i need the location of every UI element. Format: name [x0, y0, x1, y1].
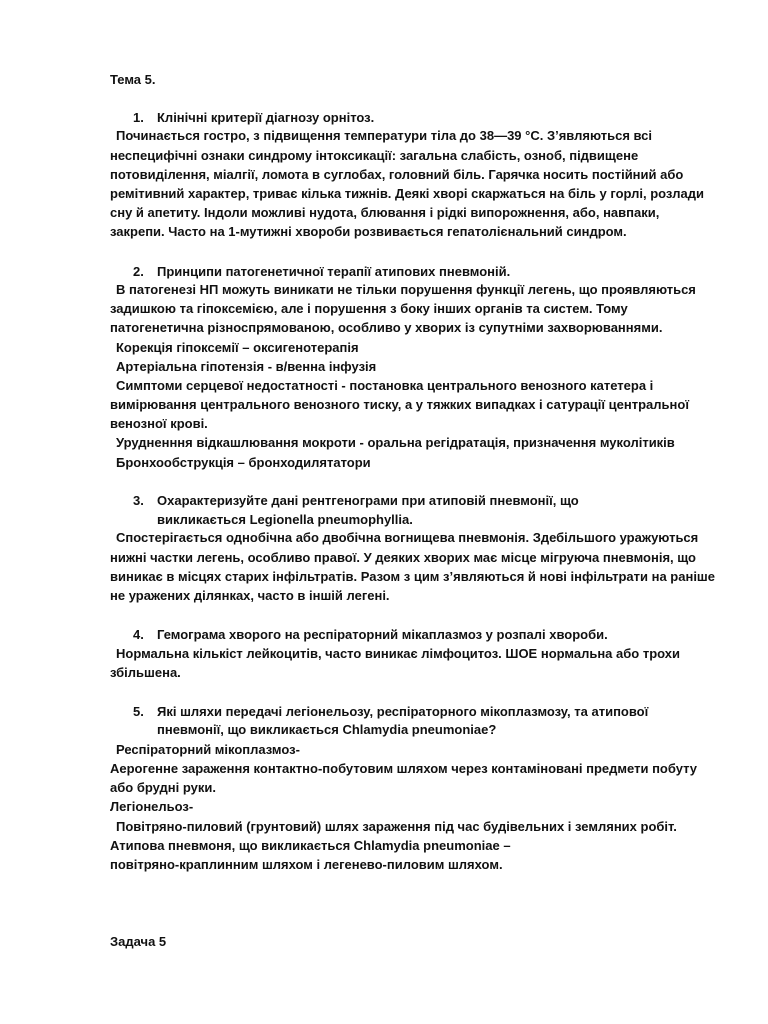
section-5-line: Повітряно-пиловий (грунтовий) шлях зараження під час будівельних і земляних робіт. — [116, 819, 677, 834]
section-2-number: 2. — [133, 264, 144, 279]
section-2-line: Бронхообструкція – бронходилятатори — [116, 455, 371, 470]
section-5-line: або брудні руки. — [110, 780, 216, 795]
section-5-line: Аерогенне зараження контактно-побутовим шляхом через контаміновані предмети побуту — [110, 761, 698, 776]
document-title: Тема 5. — [110, 72, 156, 87]
section-5-number: 5. — [133, 704, 144, 719]
section-1-heading: Клінічні критерії діагнозу орнітоз. — [157, 110, 375, 125]
task-heading: Задача 5 — [110, 934, 167, 949]
section-1-number: 1. — [133, 110, 144, 125]
section-3-heading: Охарактеризуйте дані рентгенограми при атиповій пневмонії, що — [157, 493, 579, 508]
section-5-line: Респіраторний мікоплазмоз- — [116, 742, 300, 757]
section-2-line: Корекція гіпоксемії – оксигенотерапія — [116, 340, 359, 355]
section-2-line: патогенетична різноспрямованою, особливо у хворих із супутніми захворюваннями. — [110, 320, 663, 335]
section-5-heading-cont: пневмонії, що викликається Chlamydia pneumoniae? — [157, 722, 497, 737]
section-1-line: ремітивний характер, триває кілька тижнів. Деякі хворі скаржаться на біль у горлі, розлади — [110, 186, 704, 201]
section-5-line: Легіонельоз- — [110, 799, 194, 814]
section-2-line: венозної крові. — [110, 416, 208, 431]
section-1-line: потовиділення, міалгії, ломота в суглобах, головний біль. Гарячка носить постійний або — [110, 167, 684, 182]
section-5-line: повітряно-краплинним шляхом і легенево-пиловим шляхом. — [110, 857, 503, 872]
section-2-line: Урудненння відкашлювання мокроти - оральна регідратація, призначення муколітиків — [116, 435, 675, 450]
section-4-line: Нормальна кількіст лейкоцитів, часто виникає лімфоцитоз. ШОЕ нормальна або трохи — [116, 646, 680, 661]
section-4-line: збільшена. — [110, 665, 181, 680]
pathogen-name: Chlamydia pneumoniae — [342, 722, 489, 737]
section-3-heading-cont: викликається Legionella pneumophyllia. — [157, 512, 413, 527]
section-3-line: Спостерігається однобічна або двобічна вогнищева пневмонія. Здебільшого уражуються — [116, 530, 699, 545]
section-1-line: неспецифічні ознаки синдрому інтоксикації: загальна слабість, озноб, підвищене — [110, 148, 639, 163]
section-2-line: вимірювання центрального венозного тиску, а у тяжких випадках і сатурації центральної — [110, 397, 689, 412]
section-1-line: закрепи. Часто на 1-мутижні хвороби розвивається гепатолієнальний синдром. — [110, 224, 627, 239]
section-4-heading: Гемограма хворого на респіраторний мікаплазмоз у розпалі хвороби. — [157, 627, 608, 642]
section-3-number: 3. — [133, 493, 144, 508]
section-2-line: задишкою та гіпоксемією, але і порушення з боку інших органів та систем. Тому — [110, 301, 628, 316]
section-5-line: Атипова пневмоня, що викликається Chlamydia pneumoniae – — [110, 838, 511, 853]
section-2-line: Симптоми серцевої недостатності - постановка центрального венозного катетера і — [116, 378, 654, 393]
section-3-line: не уражених ділянках, часто в іншій легені. — [110, 588, 390, 603]
section-2-line: В патогенезі НП можуть виникати не тільки порушення функції легень, що проявляються — [116, 282, 696, 297]
section-5-heading: Які шляхи передачі легіонельозу, респіраторного мікоплазмозу, та атипової — [157, 704, 649, 719]
section-2-line: Артеріальна гіпотензія - в/венна інфузія — [116, 359, 377, 374]
section-1-line: сну й апетиту. Індоли можливі нудота, блювання і рідкі випорожнення, або, навпаки, — [110, 205, 660, 220]
section-3-line: виникає в місцях старих інфільтратів. Разом з цим з’являються й нові інфільтрати на раніше — [110, 569, 715, 584]
section-3-line: нижні частки легень, особливо правої. У деяких хворих має місце мігруюча пневмонія, що — [110, 550, 697, 565]
section-2-heading: Принципи патогенетичної терапії атипових пневмоній. — [157, 264, 511, 279]
section-1-line: Починається гостро, з підвищення температури тіла до 38—39 °С. З’являються всі — [116, 128, 653, 143]
section-4-number: 4. — [133, 627, 144, 642]
pathogen-name: Legionella pneumophyllia — [249, 512, 410, 527]
